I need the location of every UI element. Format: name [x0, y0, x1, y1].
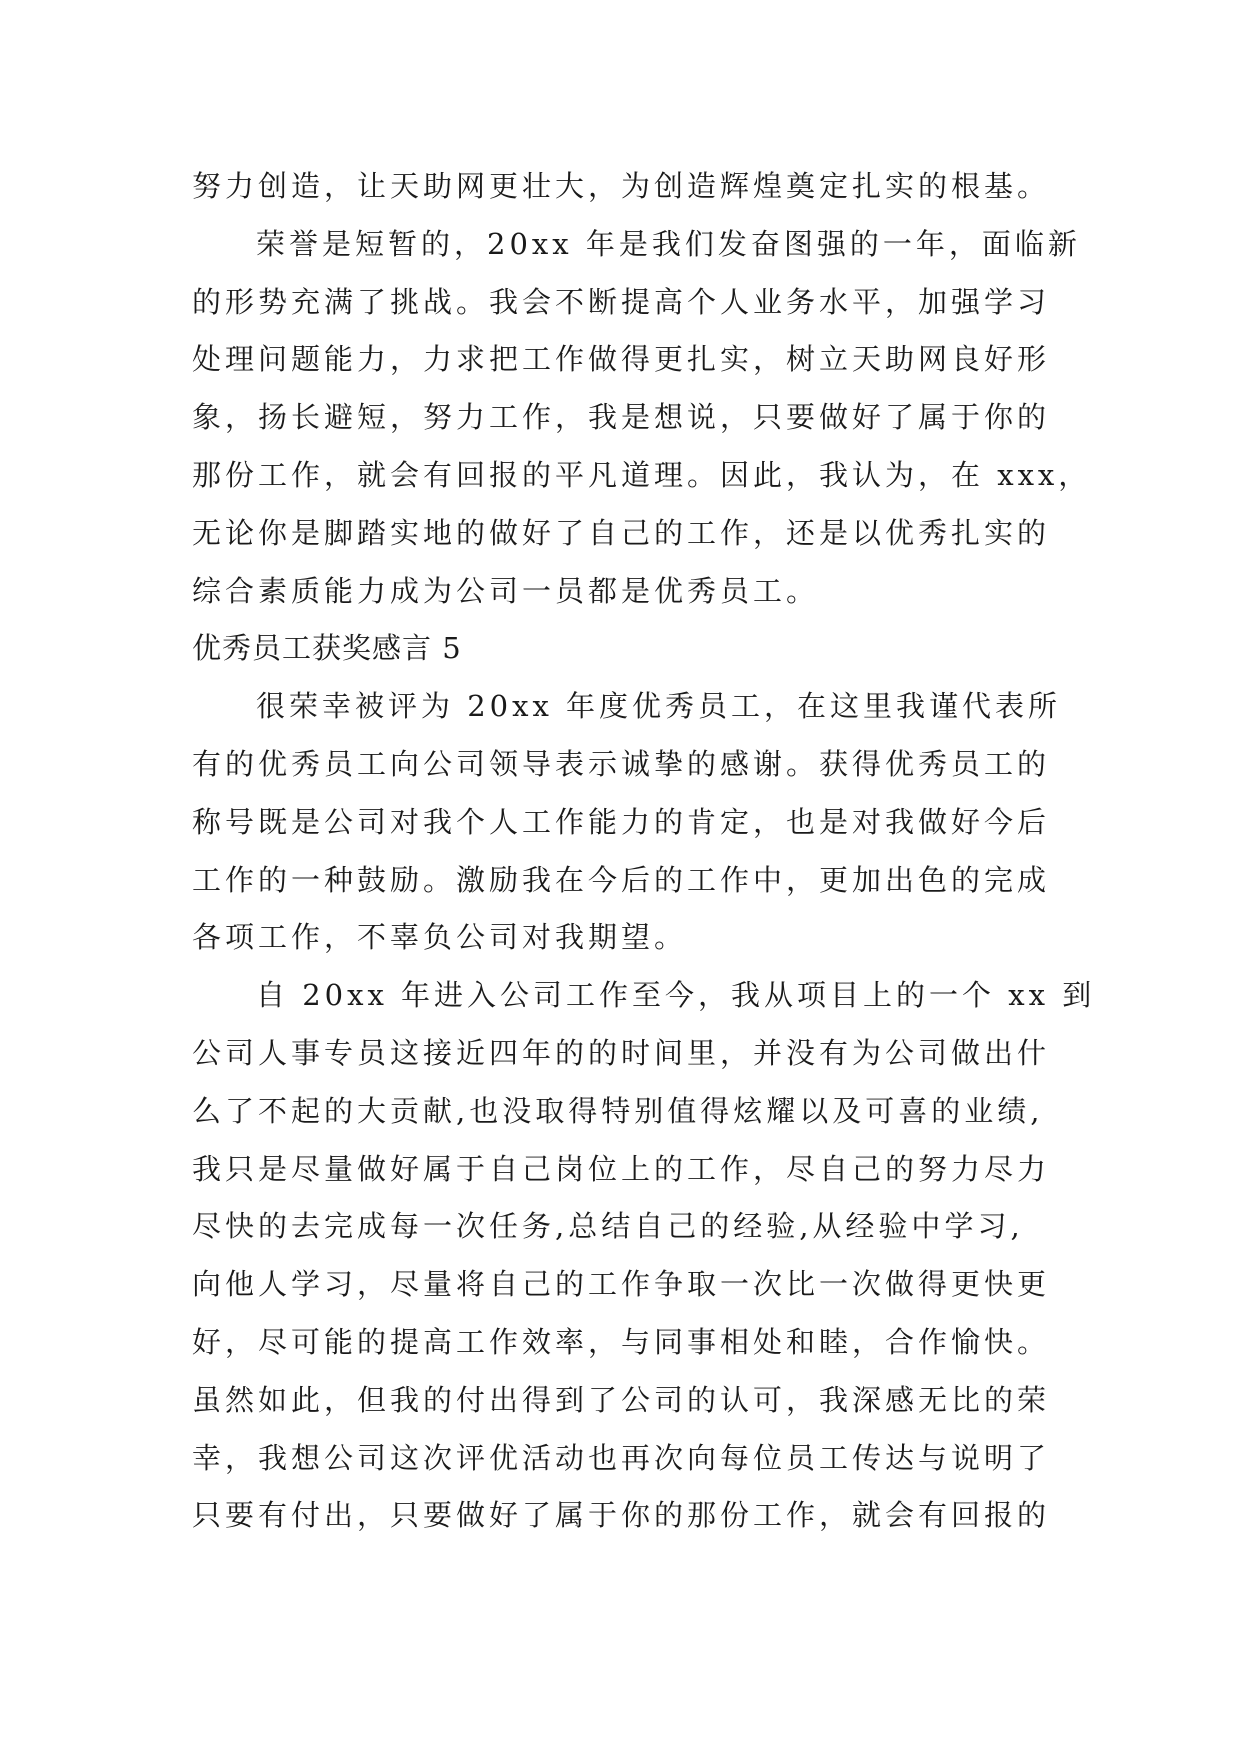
text-line: 好，尽可能的提高工作效率，与同事相处和睦，合作愉快。	[192, 1324, 1051, 1359]
text-line: 向他人学习，尽量将自己的工作争取一次比一次做得更快更	[192, 1267, 1051, 1302]
text-line: 荣誉是短暂的，20xx 年是我们发奋图强的一年，面临新	[256, 226, 1081, 261]
document-body	[192, 158, 1096, 1545]
text-line: 公司人事专员这接近四年的的时间里，并没有为公司做出什	[192, 1035, 1051, 1070]
text-line: 尽快的去完成每一次任务,总结自己的经验,从经验中学习,	[192, 1209, 1024, 1244]
text-line: 综合素质能力成为公司一员都是优秀员工。	[192, 573, 820, 608]
text-line: 有的优秀员工向公司领导表示诚挚的感谢。获得优秀员工的	[192, 746, 1051, 781]
paragraph-thanks	[192, 678, 1072, 967]
paragraph-career	[192, 967, 1096, 1545]
text-line: 我只是尽量做好属于自己岗位上的工作，尽自己的努力尽力	[192, 1151, 1051, 1186]
text-line: 的形势充满了挑战。我会不断提高个人业务水平，加强学习	[192, 284, 1051, 319]
text-line: 那份工作，就会有回报的平凡道理。因此，我认为，在 xxx，	[192, 457, 1092, 492]
text-line: 么了不起的大贡献,也没取得特别值得炫耀以及可喜的业绩,	[192, 1093, 1044, 1128]
text-line: 自 20xx 年进入公司工作至今，我从项目上的一个 xx 到	[256, 978, 1096, 1013]
text-line: 努力创造，让天助网更壮大，为创造辉煌奠定扎实的根基。	[192, 169, 1051, 203]
text-line: 象，扬长避短，努力工作，我是想说，只要做好了属于你的	[192, 400, 1051, 435]
text-line: 无论你是脚踏实地的做好了自己的工作，还是以优秀扎实的	[192, 515, 1051, 550]
text-line: 称号既是公司对我个人工作能力的肯定，也是对我做好今后	[192, 804, 1051, 839]
paragraph-continuation	[192, 158, 1072, 216]
text-line: 处理问题能力，力求把工作做得更扎实，树立天助网良好形	[192, 342, 1051, 377]
text-line: 幸，我想公司这次评优活动也再次向每位员工传达与说明了	[192, 1440, 1051, 1475]
text-line: 很荣幸被评为 20xx 年度优秀员工，在这里我谨代表所	[256, 689, 1062, 724]
text-line: 只要有付出，只要做好了属于你的那份工作，就会有回报的	[192, 1498, 1051, 1533]
text-line: 工作的一种鼓励。激励我在今后的工作中，更加出色的完成	[192, 862, 1051, 897]
section-title: 优秀员工获奖感言 5	[192, 631, 462, 666]
paragraph-honor	[192, 216, 1092, 621]
text-line: 虽然如此，但我的付出得到了公司的认可，我深感无比的荣	[192, 1382, 1051, 1417]
text-line: 各项工作，不辜负公司对我期望。	[192, 920, 688, 955]
section-heading	[192, 620, 1072, 678]
